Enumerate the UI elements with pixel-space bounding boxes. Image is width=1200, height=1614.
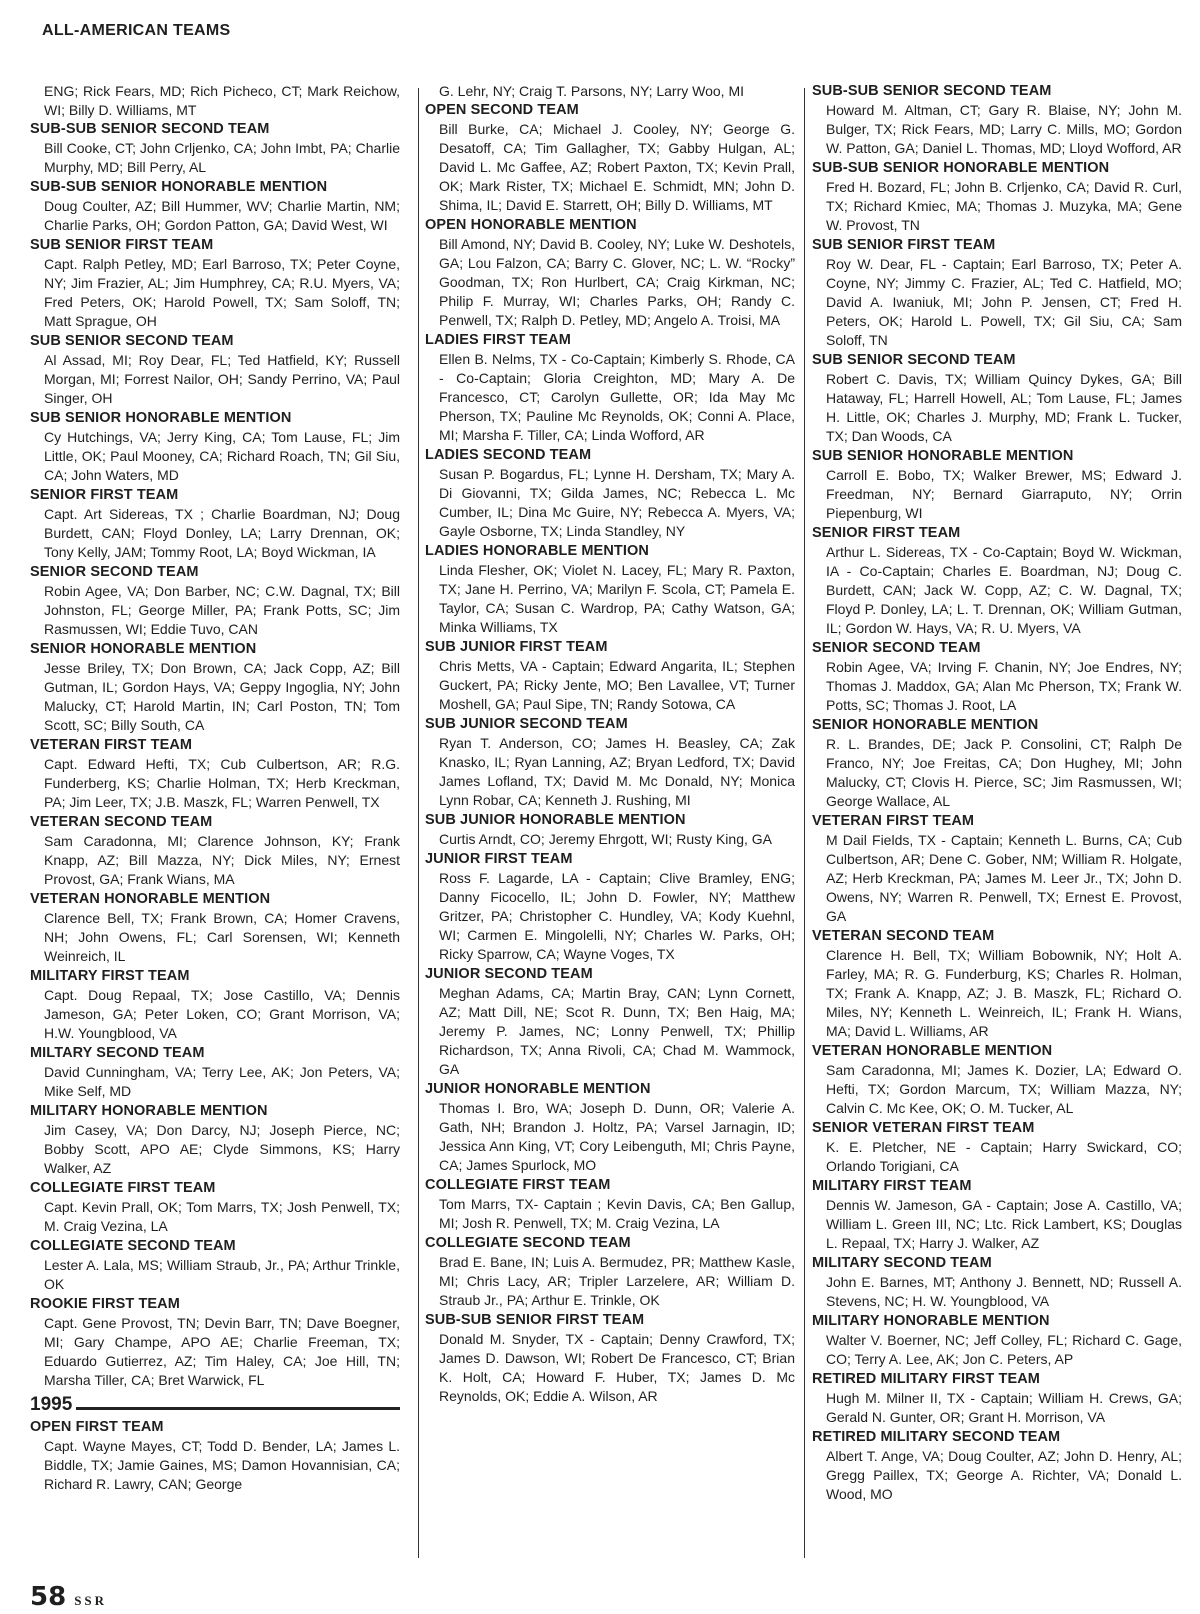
team-members: John E. Barnes, MT; Anthony J. Bennett, ND; Russell A. Stevens, NC; H. W. Youngblood, VA [826, 1274, 1182, 1309]
column-1 [30, 82, 400, 1495]
team-section [30, 178, 400, 235]
team-section [30, 736, 400, 812]
team-heading: MILITARY HONORABLE MENTION [812, 1313, 1050, 1329]
team-heading: SUB-SUB SENIOR HONORABLE MENTION [812, 160, 1110, 176]
team-heading: VETERAN FIRST TEAM [30, 737, 193, 753]
team-heading: MILITARY SECOND TEAM [812, 1255, 992, 1271]
team-section [425, 101, 795, 215]
team-section [30, 236, 400, 331]
team-members: Bill Burke, CA; Michael J. Cooley, NY; George G. Desatoff, CA; Tim Gallagher, TX; Gabby Hulgan, AL; David L. Mc Gaffee, AZ; Robert Paxton, TX; Kevin Prall, OK; Mark Rister, TX; Michael E. Schmidt, MN; John D. Shima, IL; David E. Starrett, OH; Billy D. Williams, MT [439, 121, 795, 213]
column-1-sections [30, 120, 400, 1390]
team-section [30, 1179, 400, 1236]
team-members: Carroll E. Bobo, TX; Walker Brewer, MS; Edward J. Freedman, NY; Bernard Giarraputo, NY; Orrin Piepenburg, WI [826, 467, 1182, 521]
team-members: Thomas I. Bro, WA; Joseph D. Dunn, OR; Valerie A. Gath, NH; Brandon J. Holtz, PA; Varsel Jarnagin, ID; Jessica Ann King, VT; Cory Leibenguth, MI; Chris Payne, CA; James Spurlock, MO [439, 1100, 795, 1173]
team-members: Robin Agee, VA; Don Barber, NC; C.W. Dagnal, TX; Bill Johnston, FL; George Miller, PA; Frank Potts, SC; Jim Rasmussen, WI; Eddie Tuvo, CAN [44, 583, 400, 637]
team-heading: MILITARY FIRST TEAM [30, 968, 190, 984]
team-section [30, 332, 400, 408]
team-heading: VETERAN FIRST TEAM [812, 813, 975, 829]
team-section [812, 82, 1182, 158]
team-section [812, 1312, 1182, 1369]
team-members: Meghan Adams, CA; Martin Bray, CAN; Lynn Cornett, AZ; Matt Dill, NE; Scot R. Dunn, TX; Ben Haig, MA; Jeremy P. James, NC; Lonny Penwell, TX; Phillip Richardson, TX; Anna Rivoli, CA; Chad M. Wammock, GA [439, 985, 795, 1077]
team-members: Howard M. Altman, CT; Gary R. Blaise, NY; John M. Bulger, TX; Rick Fears, MD; Larry C. Mills, MO; Gordon W. Patton, GA; Daniel L. Thomas, MD; Lloyd Wofford, AR [826, 102, 1182, 156]
team-members: Bill Cooke, CT; John Crljenko, CA; John Imbt, PA; Charlie Murphy, MD; Bill Perry, AL [44, 140, 400, 175]
team-heading: SUB SENIOR FIRST TEAM [30, 237, 214, 253]
team-heading: LADIES FIRST TEAM [425, 332, 571, 348]
team-section [30, 1102, 400, 1178]
team-heading: SUB SENIOR HONORABLE MENTION [812, 448, 1074, 464]
team-members: Dennis W. Jameson, GA - Captain; Jose A. Castillo, VA; William L. Green III, NC; Ltc. Rick Lambert, KS; Douglas L. Repaal, TX; Harry J. Walker, AZ [826, 1197, 1182, 1251]
team-members: Brad E. Bane, IN; Luis A. Bermudez, PR; Matthew Kasle, MI; Chris Lacy, AR; Tripler Larzelere, AR; William D. Straub Jr., PA; Arthur E. Trinkle, OK [439, 1254, 795, 1308]
team-heading: VETERAN HONORABLE MENTION [30, 891, 271, 907]
team-heading: OPEN HONORABLE MENTION [425, 217, 637, 233]
team-heading: VETERAN HONORABLE MENTION [812, 1043, 1053, 1059]
team-members: Capt. Ralph Petley, MD; Earl Barroso, TX; Peter Coyne, NY; Jim Frazier, AL; Jim Humphrey, CA; R.U. Myers, VA; Fred Peters, OK; Harold Powell, TX; Sam Soloff, TN; Matt Sprague, OH [44, 256, 400, 329]
team-section [812, 1370, 1182, 1427]
team-members: Chris Metts, VA - Captain; Edward Angarita, IL; Stephen Guckert, PA; Ricky Jente, MO; Ben Lavallee, VT; Turner Moshell, GA; Paul Sipe, TN; Randy Sotowa, CA [439, 658, 795, 712]
team-members: Al Assad, MI; Roy Dear, FL; Ted Hatfield, KY; Russell Morgan, MI; Forrest Nailor, OH; Sandy Perrino, VA; Paul Singer, OH [44, 352, 400, 406]
column-divider-left [418, 88, 419, 1558]
team-heading: LADIES SECOND TEAM [425, 447, 592, 463]
team-members: Sam Caradonna, MI; Clarence Johnson, KY; Frank Knapp, AZ; Bill Mazza, NY; Dick Miles, NY; Ernest Provost, GA; Frank Wians, MA [44, 833, 400, 887]
team-heading: LADIES HONORABLE MENTION [425, 543, 649, 559]
team-members: Fred H. Bozard, FL; John B. Crljenko, CA; David R. Curl, TX; Richard Kmiec, MA; Thomas J. Muzyka, MA; Gene W. Provost, TN [826, 179, 1182, 233]
team-members: Ross F. Lagarde, LA - Captain; Clive Bramley, ENG; Danny Ficocello, IL; John D. Fowler, NY; Matthew Gritzer, PA; Christopher C. Hundley, VA; Kody Kuehnl, WI; Carmen E. Mingolelli, NY; Charles W. Parks, OH; Ricky Sparrow, CA; Wayne Voges, TX [439, 870, 795, 962]
team-members: Ellen B. Nelms, TX - Co-Captain; Kimberly S. Rhode, CA - Co-Captain; Gloria Creighton, MD; Mary A. De Francesco, CT; Carolyn Gullette, OR; Ida May Mc Pherson, TX; Pauline Mc Reynolds, OK; Conni A. Place, MI; Marsha F. Tiller, CA; Linda Wofford, AR [439, 351, 795, 443]
team-members: Susan P. Bogardus, FL; Lynne H. Dersham, TX; Mary A. Di Giovanni, TX; Gilda James, NC; Rebecca L. Mc Cumber, IL; Dina Mc Guire, NY; Rebecca A. Myers, VA; Gayle Osborne, TX; Linda Standley, NY [439, 466, 795, 539]
team-section [425, 542, 795, 637]
team-heading: VETERAN SECOND TEAM [812, 928, 995, 944]
team-heading: SUB SENIOR SECOND TEAM [30, 333, 234, 349]
team-members: Arthur L. Sidereas, TX - Co-Captain; Boyd W. Wickman, IA - Co-Captain; Charles E. Boardman, NJ; Doug C. Burdett, CAN; Jack W. Copp, AZ; C. W. Dagnal, TX; Floyd P. Donley, LA; L. T. Drennan, OK; William Gutman, IL; Gordon W. Hays, VA; R. U. Myers, VA [826, 544, 1182, 636]
team-section [30, 890, 400, 966]
team-heading: SUB-SUB SENIOR SECOND TEAM [812, 83, 1052, 99]
page-number: 58 [30, 1582, 67, 1612]
team-section [812, 927, 1182, 1041]
team-members: Lester A. Lala, MS; William Straub, Jr., PA; Arthur Trinkle, OK [44, 1257, 400, 1292]
team-section [30, 486, 400, 562]
team-members: Jim Casey, VA; Don Darcy, NJ; Joseph Pierce, NC; Bobby Scott, APO AE; Clyde Simmons, KS; Harry Walker, AZ [44, 1122, 400, 1176]
team-members: Clarence H. Bell, TX; William Bobownik, NY; Holt A. Farley, MA; R. G. Funderburg, KS; Charles R. Holman, TX; Frank A. Knapp, AZ; J. B. Maszk, FL; Richard O. Miles, NY; Kenneth L. Weinreich, IL; Frank H. Wians, MA; David L. Williams, AR [826, 947, 1182, 1039]
team-section [425, 811, 795, 849]
team-members: M Dail Fields, TX - Captain; Kenneth L. Burns, CA; Cub Culbertson, AR; Dene C. Gober, NM; William R. Holgate, AZ; Herb Kreckman, PA; James M. Leer Jr., TX; John D. Owens, NY; Warren R. Penwell, TX; Ernest E. Provost, GA [826, 832, 1182, 924]
year-label: 1995 [30, 1394, 73, 1415]
team-section [812, 716, 1182, 811]
team-heading: SENIOR SECOND TEAM [812, 640, 981, 656]
team-members: Doug Coulter, AZ; Bill Hummer, WV; Charlie Martin, NM; Charlie Parks, OH; Gordon Patton, GA; David West, WI [44, 198, 400, 233]
team-section [425, 1080, 795, 1175]
publication-name: SSR [74, 1593, 108, 1608]
team-section [425, 1311, 795, 1406]
team-section [812, 159, 1182, 235]
team-section [30, 1418, 400, 1494]
column-2 [425, 82, 795, 1407]
team-section [30, 409, 400, 485]
column-3-sections [812, 82, 1182, 1504]
team-heading: ROOKIE FIRST TEAM [30, 1296, 180, 1312]
team-heading: SUB-SUB SENIOR SECOND TEAM [30, 121, 270, 137]
team-members: Sam Caradonna, MI; James K. Dozier, LA; Edward O. Hefti, TX; Gordon Marcum, TX; William Mazza, NY; Calvin C. Mc Kee, OK; O. M. Tucker, AL [826, 1062, 1182, 1116]
team-heading: COLLEGIATE SECOND TEAM [30, 1238, 236, 1254]
team-section [30, 120, 400, 177]
team-members: Cy Hutchings, VA; Jerry King, CA; Tom Lause, FL; Jim Little, OK; Paul Mooney, CA; Richard Roach, TN; Gil Siu, CA; John Waters, MD [44, 429, 400, 483]
team-section [812, 1428, 1182, 1504]
team-heading: SUB-SUB SENIOR HONORABLE MENTION [30, 179, 328, 195]
team-members: Capt. Gene Provost, TN; Devin Barr, TN; Dave Boegner, MI; Gary Champe, APO AE; Charlie Freeman, TX; Eduardo Gutierrez, AZ; Tim Haley, CA; Joe Hill, TN; Marsha Tiller, CA; Bret Warwick, FL [44, 1315, 400, 1388]
team-members: K. E. Pletcher, NE - Captain; Harry Swickard, CO; Orlando Torigiani, CA [826, 1139, 1182, 1174]
team-heading: JUNIOR HONORABLE MENTION [425, 1081, 651, 1097]
team-heading: SUB SENIOR HONORABLE MENTION [30, 410, 292, 426]
team-members: Robert C. Davis, TX; William Quincy Dykes, GA; Bill Hataway, FL; Harrell Howell, AL; Tom Lause, FL; James H. Little, OK; Charles J. Murphy, MD; Frank L. Tucker, TX; Dan Woods, CA [826, 371, 1182, 444]
column-2-continuation: G. Lehr, NY; Craig T. Parsons, NY; Larry Woo, MI [439, 83, 744, 99]
team-section [30, 563, 400, 639]
year-heading [30, 1394, 400, 1416]
team-heading: OPEN FIRST TEAM [30, 1419, 164, 1435]
team-heading: COLLEGIATE FIRST TEAM [30, 1180, 216, 1196]
team-section [812, 447, 1182, 523]
team-heading: SENIOR HONORABLE MENTION [30, 641, 257, 657]
team-section [425, 331, 795, 445]
team-heading: MILITARY FIRST TEAM [812, 1178, 972, 1194]
team-members: Capt. Wayne Mayes, CT; Todd D. Bender, LA; James L. Biddle, TX; Jamie Gaines, MS; Damon Hovannisian, CA; Richard R. Lawry, CAN; George [44, 1438, 400, 1492]
team-section [812, 524, 1182, 638]
team-heading: SENIOR VETERAN FIRST TEAM [812, 1120, 1035, 1136]
team-members: Tom Marrs, TX- Captain ; Kevin Davis, CA; Ben Gallup, MI; Josh R. Penwell, TX; M. Craig Vezina, LA [439, 1196, 795, 1231]
team-members: Jesse Briley, TX; Don Brown, CA; Jack Copp, AZ; Bill Gutman, IL; Gordon Hays, VA; Geppy Ingoglia, NY; John Malucky, CT; Harold Martin, IN; Carl Poston, TN; Tom Scott, SC; Billy South, CA [44, 660, 400, 733]
team-heading: OPEN SECOND TEAM [425, 102, 579, 118]
team-section [30, 1295, 400, 1390]
team-section [30, 813, 400, 889]
team-section [812, 1177, 1182, 1253]
team-heading: SENIOR HONORABLE MENTION [812, 717, 1039, 733]
team-members: Capt. Doug Repaal, TX; Jose Castillo, VA; Dennis Jameson, GA; Peter Loken, CO; Grant Morrison, VA; H.W. Youngblood, VA [44, 987, 400, 1041]
team-members: Linda Flesher, OK; Violet N. Lacey, FL; Mary R. Paxton, TX; Jane H. Perrino, VA; Marilyn F. Scola, CT; Pamela E. Taylor, CA; Susan C. Wardrop, PA; Cathy Watson, GA; Minka Williams, TX [439, 562, 795, 635]
team-members: Hugh M. Milner II, TX - Captain; William H. Crews, GA; Gerald N. Gunter, OR; Grant H. Morrison, VA [826, 1390, 1182, 1425]
team-heading: SUB JUNIOR SECOND TEAM [425, 716, 628, 732]
team-heading: SUB-SUB SENIOR FIRST TEAM [425, 1312, 645, 1328]
team-members: Robin Agee, VA; Irving F. Chanin, NY; Joe Endres, NY; Thomas J. Maddox, GA; Alan Mc Pherson, TX; Frank W. Potts, SC; Thomas J. Root, LA [826, 659, 1182, 713]
team-section [30, 640, 400, 735]
team-section [812, 1254, 1182, 1311]
team-section [812, 1119, 1182, 1176]
team-heading: SENIOR FIRST TEAM [812, 525, 961, 541]
column-1-continuation: ENG; Rick Fears, MD; Rich Picheco, CT; Mark Reichow, WI; Billy D. Williams, MT [44, 83, 400, 118]
team-section [812, 812, 1182, 926]
team-section [425, 216, 795, 330]
team-section [812, 351, 1182, 446]
team-members: Walter V. Boerner, NC; Jeff Colley, FL; Richard C. Gage, CO; Terry A. Lee, AK; Jon C. Peters, AP [826, 1332, 1182, 1367]
team-section [425, 715, 795, 810]
team-heading: SENIOR SECOND TEAM [30, 564, 199, 580]
column-divider-right [804, 88, 805, 1558]
team-heading: VETERAN SECOND TEAM [30, 814, 213, 830]
team-section [812, 236, 1182, 350]
team-section [425, 1176, 795, 1233]
year-rule [76, 1407, 400, 1410]
team-section [812, 1042, 1182, 1118]
team-section [812, 639, 1182, 715]
team-heading: SUB JUNIOR FIRST TEAM [425, 639, 608, 655]
team-section [30, 967, 400, 1043]
team-heading: COLLEGIATE SECOND TEAM [425, 1235, 631, 1251]
column-3 [812, 82, 1182, 1505]
team-heading: SUB JUNIOR HONORABLE MENTION [425, 812, 686, 828]
team-members: Capt. Art Sidereas, TX ; Charlie Boardman, NJ; Doug Burdett, CAN; Floyd Donley, LA; Larry Drennan, OK; Tony Kelly, JAM; Tommy Root, LA; Boyd Wickman, IA [44, 506, 400, 560]
team-members: Clarence Bell, TX; Frank Brown, CA; Homer Cravens, NH; John Owens, FL; Carl Sorensen, WI; Kenneth Weinreich, IL [44, 910, 400, 964]
team-heading: SUB SENIOR SECOND TEAM [812, 352, 1016, 368]
column-1-after-year [30, 1418, 400, 1494]
team-section [425, 446, 795, 541]
column-2-sections [425, 101, 795, 1406]
team-heading: SENIOR FIRST TEAM [30, 487, 179, 503]
team-section [425, 965, 795, 1079]
team-members: Capt. Kevin Prall, OK; Tom Marrs, TX; Josh Penwell, TX; M. Craig Vezina, LA [44, 1199, 400, 1234]
team-members: R. L. Brandes, DE; Jack P. Consolini, CT; Ralph De Franco, NY; Joe Freitas, CA; Don Hughey, MI; John Malucky, CT; Clovis H. Pierce, SC; Jim Rasmussen, WI; George Wallace, AL [826, 736, 1182, 809]
team-section [425, 1234, 795, 1310]
team-members: Bill Amond, NY; David B. Cooley, NY; Luke W. Deshotels, GA; Lou Falzon, CA; Barry C. Glover, NC; L. W. “Rocky” Goodman, TX; Ron Hurlbert, CA; Craig Kirkman, NC; Philip F. Murray, WI; Charles Parks, OH; Randy C. Penwell, TX; Ralph D. Petley, MD; Angelo A. Troisi, MA [439, 236, 795, 328]
team-members: Roy W. Dear, FL - Captain; Earl Barroso, TX; Peter A. Coyne, NY; Jimmy C. Frazier, AL; Ted C. Hatfield, MO; David A. Iwaniuk, MI; John P. Jensen, CT; Fred H. Peters, OK; Harold L. Powell, TX; Gil Siu, CA; Sam Soloff, TN [826, 256, 1182, 348]
team-members: David Cunningham, VA; Terry Lee, AK; Jon Peters, VA; Mike Self, MD [44, 1064, 400, 1099]
team-heading: JUNIOR SECOND TEAM [425, 966, 593, 982]
team-section [30, 1237, 400, 1294]
team-members: Capt. Edward Hefti, TX; Cub Culbertson, AR; R.G. Funderberg, KS; Charlie Holman, TX; Herb Kreckman, PA; Jim Leer, TX; J.B. Maszk, FL; Warren Penwell, TX [44, 756, 400, 810]
team-heading: COLLEGIATE FIRST TEAM [425, 1177, 611, 1193]
team-heading: JUNIOR FIRST TEAM [425, 851, 573, 867]
team-members: Curtis Arndt, CO; Jeremy Ehrgott, WI; Rusty King, GA [439, 831, 772, 847]
team-heading: SUB SENIOR FIRST TEAM [812, 237, 996, 253]
page-footer [30, 1582, 107, 1612]
team-section [30, 1044, 400, 1101]
team-members: Ryan T. Anderson, CO; James H. Beasley, CA; Zak Knasko, IL; Ryan Lanning, AZ; Bryan Ledford, TX; David James Lofland, TX; David M. Mc Donald, NY; Monica Lynn Robar, CA; Kenneth J. Rushing, MI [439, 735, 795, 808]
team-section [425, 850, 795, 964]
team-heading: MILITARY HONORABLE MENTION [30, 1103, 268, 1119]
team-members: Albert T. Ange, VA; Doug Coulter, AZ; John D. Henry, AL; Gregg Paillex, TX; George A. Richter, VA; Donald L. Wood, MO [826, 1448, 1182, 1502]
team-section [425, 638, 795, 714]
team-heading: RETIRED MILITARY SECOND TEAM [812, 1429, 1061, 1445]
team-members: Donald M. Snyder, TX - Captain; Denny Crawford, TX; James D. Dawson, WI; Robert De Francesco, CT; Brian K. Holt, CA; Howard F. Huber, TX; James D. Mc Reynolds, OK; Eddie A. Wilson, AR [439, 1331, 795, 1404]
page-header: ALL-AMERICAN TEAMS [42, 22, 231, 39]
team-heading: RETIRED MILITARY FIRST TEAM [812, 1371, 1040, 1387]
team-heading: MILTARY SECOND TEAM [30, 1045, 205, 1061]
